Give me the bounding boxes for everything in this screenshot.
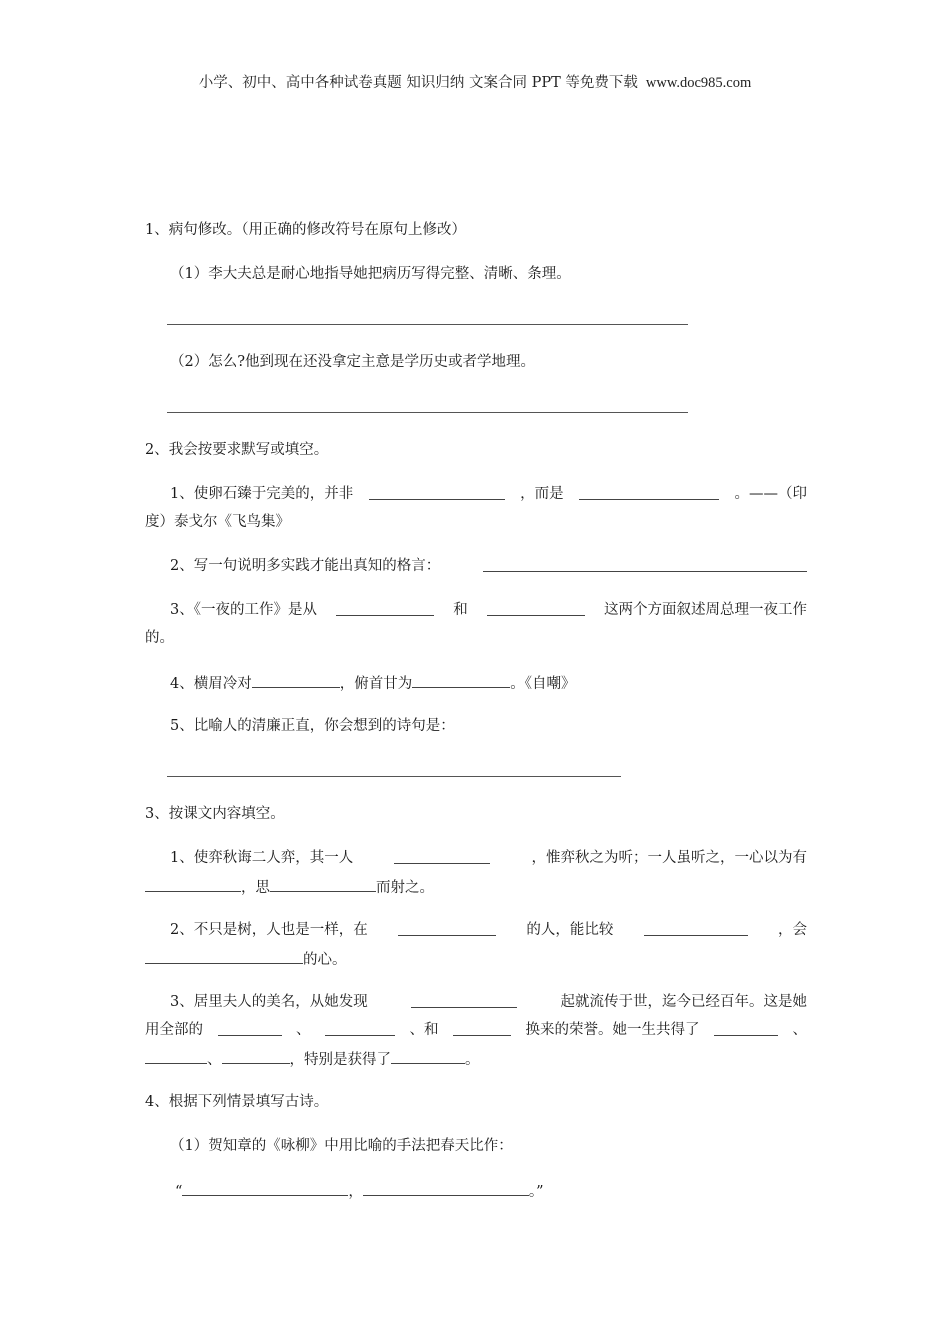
q4-item1: （1）贺知章的《咏柳》中用比喻的手法把春天比作： [170,1138,513,1154]
q2-i4-text-c: 。《自嘲》 [510,676,576,692]
q3-i2-blank-2[interactable] [644,920,748,936]
q4-blank-2[interactable] [363,1180,529,1196]
q2-i2-text-a: 2、写一句说明多实践才能出真知的格言： [170,558,441,574]
q2-i4-blank-2[interactable] [412,672,510,688]
q2-i4-text-a: 4、横眉冷对 [170,676,252,692]
q3-i3-blank-6[interactable] [145,1048,207,1064]
q3-i3-text-j: 。 [465,1052,480,1068]
q2-i1-text-b: ，而是 [520,486,564,502]
q3-i1-blank-3[interactable] [270,876,376,892]
page-header [0,71,950,92]
q3-i3-text-g: 、 [792,1022,807,1038]
q2-i3-blank-2[interactable] [487,600,585,616]
q3-i3-text-d: 、 [296,1022,311,1038]
header-text: 小学、初中、高中各种试卷真题 知识归纳 文案合同 PPT 等免费下载 [198,75,638,91]
q2-i5-text-a: 5、比喻人的清廉正直，你会想到的诗句是： [170,718,455,734]
q3-i3-text-a: 3、居里夫人的美名，从她发现 [170,994,368,1010]
header-url[interactable]: www.doc985.com [645,75,752,91]
q3-i3-text-h: 、 [207,1052,222,1068]
q3-i2-line1 [145,920,807,940]
q3-i3-blank-8[interactable] [391,1048,465,1064]
q2-i3-text-d: 的。 [145,630,174,646]
q4-open-quote: “ [175,1184,183,1200]
q1-answer-line-2[interactable] [167,412,688,413]
q4-title: 4、根据下列情景填写古诗。 [145,1094,329,1110]
q1-item2: （2）怎么?他到现在还没拿定主意是学历史或者学地理。 [170,354,535,370]
q3-i2-blank-3[interactable] [145,948,303,964]
q3-i3-line1 [145,992,807,1012]
q2-i1-text-c: 。——（印 [734,486,807,502]
q3-i2-text-b: 的人，能比较 [526,922,614,938]
q3-i3-text-i: ，特别是获得了 [289,1052,391,1068]
q3-i3-blank-2[interactable] [218,1020,282,1036]
q3-i3-text-f: 换来的荣誉。她一生共得了 [525,1022,700,1038]
q3-i3-blank-7[interactable] [222,1048,290,1064]
q4-answer-line [175,1180,544,1202]
q3-i1-text-c: ，思 [241,880,270,896]
q3-title: 3、按课文内容填空。 [145,806,285,822]
q3-i2-line2 [145,948,347,970]
q3-i2-text-d: 的心。 [303,952,347,968]
q3-i3-text-e: 、和 [409,1022,439,1038]
q2-i5-answer-line[interactable] [167,776,621,777]
q3-i1-line2 [145,876,434,898]
q2-i1-blank-1[interactable] [369,484,505,500]
q3-i1-text-d: 而射之。 [376,880,434,896]
q4-comma: ， [348,1184,363,1200]
q1-item1: （1）李大夫总是耐心地指导她把病历写得完整、清晰、条理。 [170,266,571,282]
q2-i1-text-d: 度）泰戈尔《飞鸟集》 [145,514,290,530]
q2-i2-line [145,556,807,576]
q3-i3-text-b: 起就流传于世，迄今已经百年。这是她 [560,994,807,1010]
q2-i1-blank-2[interactable] [579,484,719,500]
q1-answer-line-1[interactable] [167,324,688,325]
q2-i3-text-c: 这两个方面叙述周总理一夜工作 [603,602,807,618]
q2-i4-line [170,672,575,694]
q3-i3-line2 [145,1020,807,1040]
q3-i2-blank-1[interactable] [398,920,496,936]
q2-i2-blank[interactable] [483,556,807,572]
q1-title: 1、病句修改。（用正确的修改符号在原句上修改） [145,222,466,238]
q4-close: 。” [528,1184,544,1200]
q2-i3-text-b: 和 [453,602,468,618]
q3-i3-blank-5[interactable] [714,1020,778,1036]
q2-i4-blank-1[interactable] [252,672,340,688]
q2-i1-text-a: 1、使卵石臻于完美的，并非 [170,486,354,502]
q4-blank-1[interactable] [182,1180,348,1196]
q3-i1-blank-2[interactable] [145,876,241,892]
q3-i3-line3 [145,1048,480,1070]
q3-i2-text-c: ，会 [777,922,807,938]
q3-i2-text-a: 2、不只是树，人也是一样，在 [170,922,368,938]
q2-i3-line1 [145,600,807,620]
q2-i3-blank-1[interactable] [336,600,434,616]
q3-i1-text-b: ，惟弈秋之为听；一人虽听之，一心以为有 [531,850,807,866]
q3-i1-line1 [145,848,807,868]
q3-i1-blank-1[interactable] [394,848,490,864]
q3-i3-blank-4[interactable] [453,1020,511,1036]
q3-i3-text-c: 用全部的 [145,1022,203,1038]
q3-i3-blank-3[interactable] [325,1020,395,1036]
q3-i1-text-a: 1、使弈秋诲二人弈，其一人 [170,850,354,866]
q3-i3-blank-1[interactable] [411,992,517,1008]
q2-i3-text-a: 3、《一夜的工作》是从 [170,602,317,618]
q2-i4-text-b: ，俯首甘为 [339,676,413,692]
q2-title: 2、我会按要求默写或填空。 [145,442,329,458]
q2-i1-line1 [145,484,807,504]
